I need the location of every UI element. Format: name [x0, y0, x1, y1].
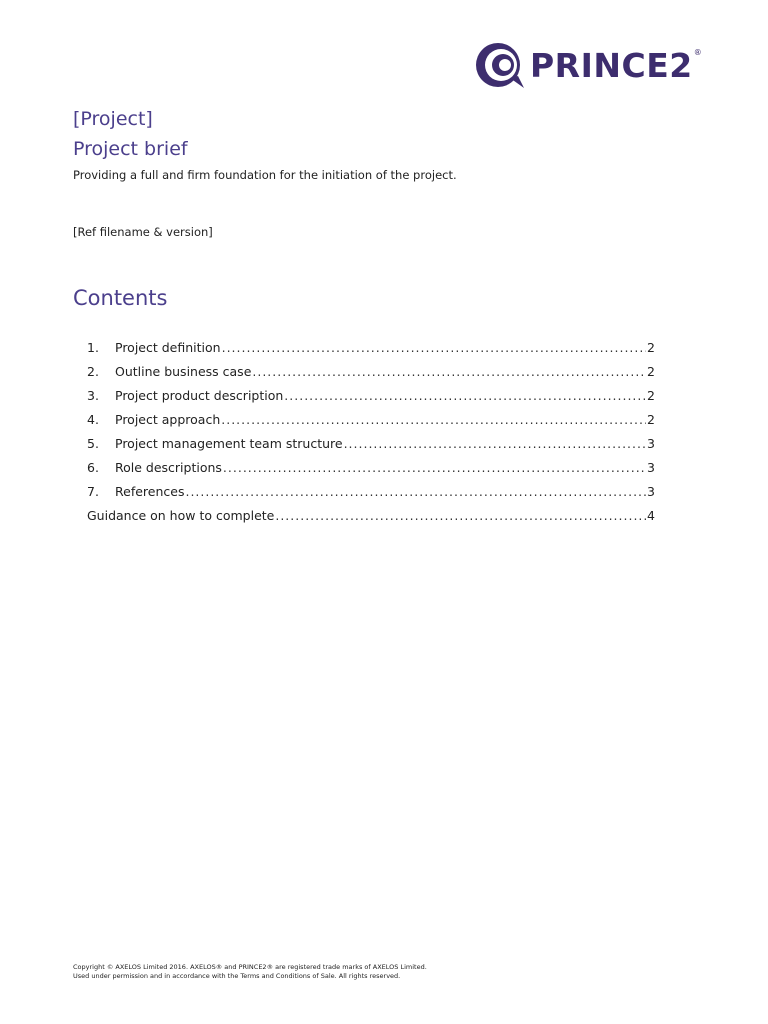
toc-page-number: 3 — [647, 460, 655, 475]
copyright-footer — [73, 963, 427, 981]
toc-leader-dots — [275, 508, 646, 523]
toc-leader-dots — [284, 388, 646, 403]
toc-page-number: 2 — [647, 340, 655, 355]
toc-leader-dots — [223, 460, 646, 475]
toc-page-number: 2 — [647, 364, 655, 379]
toc-page-number: 2 — [647, 412, 655, 427]
logo-wordmark: PRINCE2 — [530, 45, 693, 85]
project-name: [Project] — [73, 108, 153, 130]
toc-label: Role descriptions — [115, 460, 222, 475]
toc-entry-project-management-team-structure[interactable] — [87, 436, 655, 460]
reference-filename: [Ref filename & version] — [73, 225, 213, 239]
toc-number: 2. — [87, 364, 99, 379]
toc-leader-dots — [252, 364, 646, 379]
copyright-line-2: Used under permission and in accordance with the Terms and Conditions of Sale. All rights reserved. — [73, 971, 401, 980]
toc-entry-project-approach[interactable] — [87, 412, 655, 436]
logo-registered-mark: ® — [693, 48, 702, 57]
document-subtitle: Providing a full and firm foundation for the initiation of the project. — [73, 168, 457, 182]
toc-entry-outline-business-case[interactable] — [87, 364, 655, 388]
toc-label: Project product description — [115, 388, 284, 403]
toc-leader-dots — [344, 436, 646, 451]
toc-entry-project-definition[interactable] — [87, 340, 655, 364]
toc-label: Project approach — [115, 412, 221, 427]
toc-page-number: 3 — [647, 436, 655, 451]
toc-number: 7. — [87, 484, 99, 499]
toc-entry-role-descriptions[interactable] — [87, 460, 655, 484]
toc-number: 5. — [87, 436, 99, 451]
toc-leader-dots — [185, 484, 646, 499]
toc-page-number: 2 — [647, 388, 655, 403]
toc-entry-project-product-description[interactable] — [87, 388, 655, 412]
toc-number: 6. — [87, 460, 99, 475]
toc-label: Guidance on how to complete — [87, 508, 275, 523]
toc-leader-dots — [222, 340, 646, 355]
toc-label: Project management team structure — [115, 436, 343, 451]
toc-number: 1. — [87, 340, 99, 355]
toc-number: 4. — [87, 412, 99, 427]
toc-page-number: 4 — [647, 508, 655, 523]
document-title: Project brief — [73, 138, 188, 160]
table-of-contents — [87, 340, 655, 532]
prince2-swirl-icon — [474, 40, 526, 90]
toc-number: 3. — [87, 388, 99, 403]
toc-entry-guidance[interactable] — [87, 508, 655, 532]
prince2-logo — [474, 40, 730, 90]
toc-label: Outline business case — [115, 364, 252, 379]
toc-entry-references[interactable] — [87, 484, 655, 508]
toc-label: Project definition — [115, 340, 221, 355]
copyright-line-1: Copyright © AXELOS Limited 2016. AXELOS® and PRINCE2® are registered trade marks of AXELOS Limited. — [73, 963, 427, 971]
toc-page-number: 3 — [647, 484, 655, 499]
contents-heading: Contents — [73, 286, 168, 310]
toc-leader-dots — [221, 412, 646, 427]
toc-label: References — [115, 484, 185, 499]
